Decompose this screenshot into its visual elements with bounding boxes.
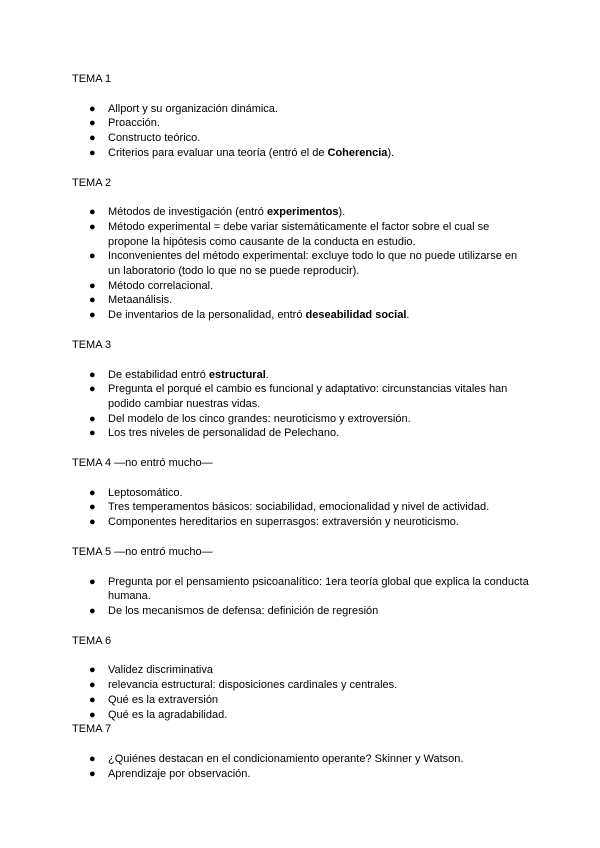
list-item-text: Aprendizaje por observación.: [108, 767, 251, 780]
bullet-list-tema-7: [72, 752, 532, 781]
list-item: [72, 575, 532, 604]
list-item-text: ¿Quiénes destacan en el condicionamiento operante? Skinner y Watson.: [108, 752, 464, 765]
list-item-text: ).: [338, 206, 346, 219]
list-item: [72, 604, 532, 619]
bullet-icon: ●: [89, 575, 96, 588]
list-item: [72, 412, 532, 427]
list-item-text: Métodos de investigación (entró: [108, 206, 267, 219]
list-item-text: Tres temperamentos básicos: sociabilidad, emocionalidad y nivel de actividad.: [108, 501, 490, 514]
bullet-list-tema-1: [72, 102, 532, 161]
list-item: [72, 708, 532, 723]
list-item-text: Componentes hereditarios en superrasgos: extraversión y neuroticismo.: [108, 516, 459, 529]
list-item-text: Método correlacional.: [108, 279, 214, 292]
list-item-text: .: [406, 309, 410, 322]
bullet-icon: ●: [89, 383, 96, 396]
bullet-icon: ●: [89, 412, 96, 425]
list-item-text: Pregunta el porqué el cambio es funcional y adaptativo: circunstancias vitales han podido cambiar nuestras vidas.: [108, 383, 508, 410]
bullet-icon: ●: [89, 279, 96, 292]
list-item: [72, 426, 532, 441]
bullet-icon: ●: [89, 708, 96, 721]
bullet-icon: ●: [89, 220, 96, 233]
list-item: [72, 678, 532, 693]
list-item-text: Qué es la extraversión: [108, 693, 219, 706]
list-item: [72, 205, 532, 220]
bullet-icon: ●: [89, 752, 96, 765]
list-item-text: Del modelo de los cinco grandes: neuroticismo y extroversión.: [108, 412, 411, 425]
list-item: [72, 308, 532, 323]
bullet-icon: ●: [89, 117, 96, 130]
list-item-text: De estabilidad entró: [108, 368, 209, 381]
list-item-bold-text: Coherencia: [327, 146, 388, 159]
bullet-icon: ●: [89, 679, 96, 692]
section-heading-tema-2: TEMA 2: [72, 176, 112, 189]
list-item-text: Pregunta por el pensamiento psicoanalítico: 1era teoría global que explica la conducta humana.: [108, 575, 529, 603]
bullet-icon: ●: [89, 250, 96, 263]
list-item: [72, 293, 532, 308]
bullet-list-tema-2: [72, 205, 532, 323]
bullet-list-tema-3: [72, 368, 532, 442]
bullet-icon: ●: [89, 693, 96, 706]
list-item-text: Allport y su organización dinámica.: [108, 102, 278, 115]
bullet-icon: ●: [89, 368, 96, 381]
list-item-text: Inconvenientes del método experimental: excluye todo lo que no puede utilizarse en un laboratorio (todo lo que no se puede reproducir).: [108, 250, 518, 278]
list-item: [72, 663, 532, 678]
section-heading-tema-6: TEMA 6: [72, 634, 112, 647]
bullet-icon: ●: [89, 146, 96, 159]
list-item-text: De los mecanismos de defensa: definición de regresión: [108, 604, 379, 617]
list-item-text: Leptosomático.: [108, 486, 183, 499]
section-heading-tema-3: TEMA 3: [72, 338, 112, 351]
list-item: [72, 131, 532, 146]
bullet-icon: ●: [89, 309, 96, 322]
list-item-text: Qué es la agradabilidad.: [108, 708, 228, 721]
list-item: [72, 220, 532, 249]
list-item-text: Proacción.: [108, 117, 160, 130]
list-item-text: ).: [387, 146, 395, 159]
list-item: [72, 146, 532, 161]
list-item-text: Metaanálisis.: [108, 294, 173, 307]
list-item-text: Método experimental = debe variar sistemáticamente el factor sobre el cual se propone la hipótesis como causante de la conducta en estudio.: [108, 220, 490, 248]
list-item: [72, 116, 532, 131]
list-item-text: Validez discriminativa: [108, 664, 213, 677]
list-item: [72, 382, 532, 411]
list-item: [72, 500, 532, 515]
list-item: [72, 767, 532, 782]
bullet-icon: ●: [89, 604, 96, 617]
list-item-text: .: [265, 368, 269, 381]
list-item: [72, 515, 532, 530]
bullet-icon: ●: [89, 102, 96, 115]
document-content: [72, 72, 532, 781]
bullet-icon: ●: [89, 206, 96, 219]
bullet-icon: ●: [89, 664, 96, 677]
section-heading-tema-4: TEMA 4 —no entró mucho—: [72, 457, 213, 470]
list-item-text: relevancia estructural: disposiciones cardinales y centrales.: [108, 679, 398, 692]
bullet-list-tema-5: [72, 575, 532, 619]
list-item: [72, 249, 532, 278]
list-item-bold-text: experimentos: [266, 206, 339, 219]
list-item-bold-text: estructural: [208, 368, 266, 381]
list-item-bold-text: deseabilidad social: [305, 309, 407, 322]
list-item: [72, 486, 532, 501]
list-item: [72, 279, 532, 294]
list-item-text: Los tres niveles de personalidad de Pelechano.: [108, 427, 340, 440]
list-item: [72, 368, 532, 383]
section-heading-tema-5: TEMA 5 —no entró mucho—: [72, 545, 213, 558]
bullet-list-tema-4: [72, 486, 532, 530]
section-heading-tema-1: TEMA 1: [72, 73, 112, 85]
list-item: [72, 102, 532, 117]
bullet-icon: ●: [89, 767, 96, 780]
bullet-icon: ●: [89, 501, 96, 514]
list-item-text: De inventarios de la personalidad, entró: [108, 309, 306, 322]
bullet-icon: ●: [89, 516, 96, 529]
bullet-icon: ●: [89, 132, 96, 145]
bullet-icon: ●: [89, 427, 96, 440]
bullet-icon: ●: [89, 294, 96, 307]
bullet-list-tema-6: [72, 663, 532, 722]
bullet-icon: ●: [89, 486, 96, 499]
list-item: [72, 752, 532, 767]
section-heading-tema-7: TEMA 7: [72, 723, 112, 736]
list-item-text: Criterios para evaluar una teoría (entró el de: [108, 146, 328, 159]
list-item-text: Constructo teórico.: [108, 132, 201, 145]
list-item: [72, 693, 532, 708]
